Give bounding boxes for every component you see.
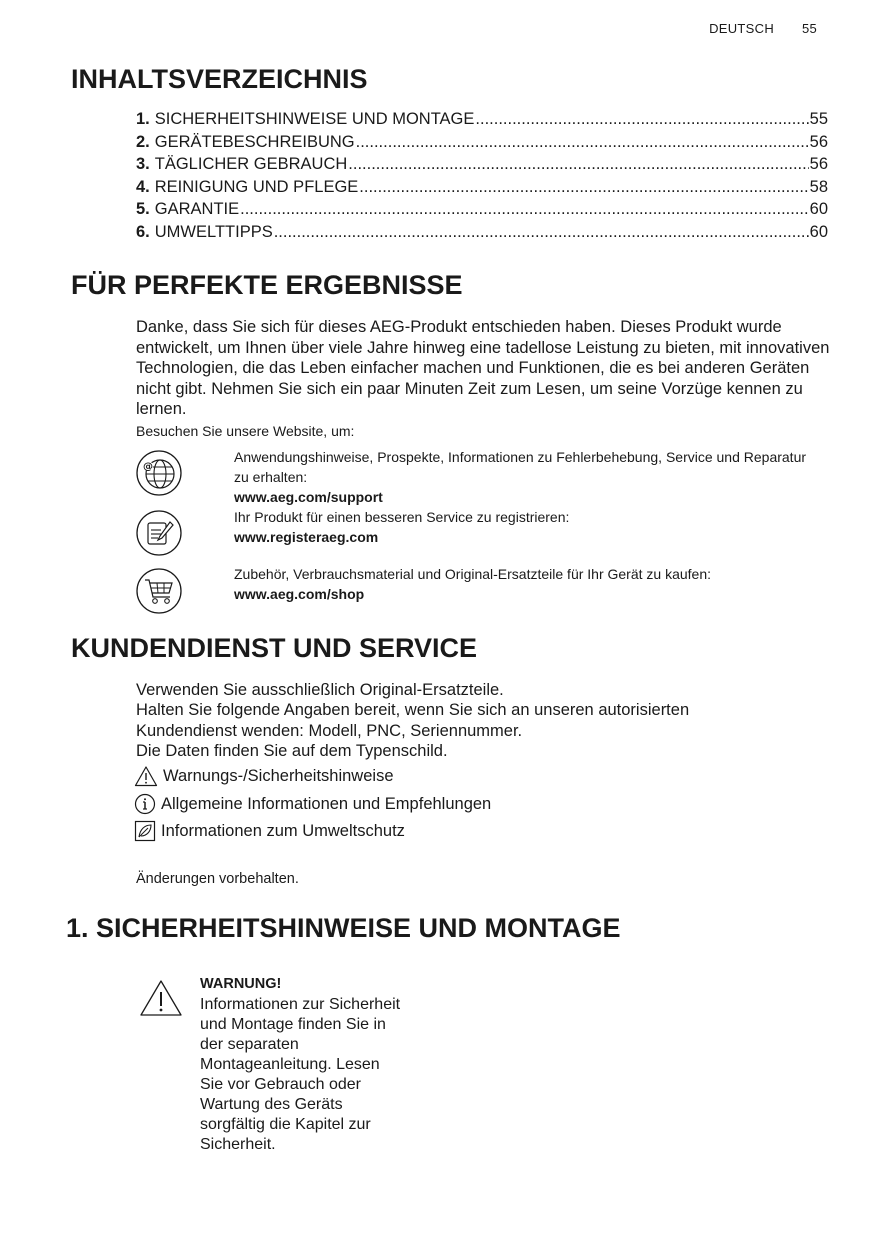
svg-text:@: @ — [143, 461, 153, 473]
support-url[interactable]: www.aeg.com/support — [234, 489, 383, 505]
toc-leader-dots — [359, 178, 808, 197]
toc-title: INHALTSVERZEICHNIS — [71, 64, 368, 94]
legend-warning-label: Warnungs-/Sicherheitshinweise — [163, 766, 394, 785]
toc-entry-number: 2. — [136, 132, 150, 151]
info-icon — [134, 793, 156, 815]
toc-entry[interactable] — [136, 178, 828, 201]
cart-icon — [136, 568, 182, 614]
legend-environment-label: Informationen zum Umweltschutz — [161, 821, 405, 840]
leaf-icon — [134, 820, 156, 842]
header-language: DEUTSCH — [709, 21, 775, 36]
perfect-results-title: FÜR PERFEKTE ERGEBNISSE — [71, 270, 463, 300]
toc-leader-dots — [356, 133, 809, 152]
customer-service-title: KUNDENDIENST UND SERVICE — [71, 633, 478, 663]
toc-entry-label: GARANTIE — [154, 200, 240, 218]
toc-entry-page: 60 — [809, 222, 828, 241]
toc-entry-label: SICHERHEITSHINWEISE UND MONTAGE — [154, 110, 475, 128]
toc-entry[interactable] — [136, 223, 828, 246]
warning-line: sorgfältig die Kapitel zur — [200, 1116, 371, 1133]
legend-warning — [134, 765, 394, 787]
toc-entry-page: 58 — [809, 177, 828, 196]
shop-url[interactable]: www.aeg.com/shop — [234, 586, 365, 602]
service-line: Kundendienst wenden: Modell, PNC, Seriennummer. — [136, 721, 523, 740]
legend-info — [134, 793, 491, 815]
legend-environment — [134, 820, 405, 842]
toc-leader-dots — [475, 110, 808, 129]
toc-leader-dots — [240, 200, 809, 219]
warning-line: und Montage finden Sie in — [200, 1016, 386, 1033]
warning-line: der separaten — [200, 1036, 299, 1053]
customer-service-text — [136, 680, 689, 762]
service-line: Die Daten finden Sie auf dem Typenschild. — [136, 742, 448, 761]
toc-leader-dots — [274, 223, 809, 242]
toc-entry-number: 4. — [136, 177, 150, 196]
toc-leader-dots — [348, 155, 808, 174]
toc-entry-number: 3. — [136, 155, 150, 173]
toc-entry-number: 5. — [136, 200, 150, 218]
warning-icon — [134, 765, 158, 787]
toc-entry-label: GERÄTEBESCHREIBUNG — [154, 132, 355, 151]
register-url[interactable]: www.registeraeg.com — [234, 529, 379, 545]
service-line: Halten Sie folgende Angaben bereit, wenn Sie sich an unseren autorisierten — [136, 701, 690, 720]
toc-entry-label: TÄGLICHER GEBRAUCH — [154, 155, 348, 173]
register-link-block — [234, 507, 824, 547]
toc-entry-label: UMWELTTIPPS — [154, 222, 273, 241]
warning-line: Sie vor Gebrauch oder — [200, 1076, 361, 1093]
warning-line: Montageanleitung. Lesen — [200, 1056, 380, 1073]
warning-line: Wartung des Geräts — [200, 1096, 343, 1113]
table-of-contents — [136, 110, 828, 245]
warning-body — [200, 995, 430, 1155]
toc-entry[interactable] — [136, 110, 828, 133]
toc-entry-label: REINIGUNG UND PFLEGE — [154, 177, 359, 196]
toc-entry-page: 55 — [809, 110, 828, 128]
service-line: Verwenden Sie ausschließlich Original-Ersatzteile. — [136, 681, 504, 699]
toc-entry[interactable] — [136, 200, 828, 223]
toc-entry-page: 56 — [809, 132, 828, 151]
warning-line: Informationen zur Sicherheit — [200, 996, 401, 1013]
toc-entry[interactable] — [136, 133, 828, 156]
visit-website-text: Besuchen Sie unsere Website, um: — [136, 423, 355, 439]
toc-entry-number: 1. — [136, 110, 150, 128]
toc-entry[interactable] — [136, 155, 828, 178]
register-icon — [136, 510, 182, 556]
toc-entry-number: 6. — [136, 222, 150, 241]
page-number: 55 — [801, 21, 817, 36]
globe-icon — [136, 450, 182, 496]
warning-line: Sicherheit. — [200, 1136, 276, 1153]
warning-title: WARNUNG! — [200, 976, 282, 992]
toc-entry-page: 60 — [809, 200, 828, 218]
support-description: Anwendungshinweise, Prospekte, Informationen zu Fehlerbehebung, Service und Reparatur zu erhalten: — [234, 449, 807, 485]
legend-info-label: Allgemeine Informationen und Empfehlungen — [161, 794, 492, 813]
toc-entry-page: 56 — [809, 155, 828, 173]
page-header — [685, 21, 817, 36]
support-link-block — [234, 447, 824, 507]
shop-description: Zubehör, Verbrauchsmaterial und Original-Ersatzteile für Ihr Gerät zu kaufen: — [234, 566, 712, 582]
register-description: Ihr Produkt für einen besseren Service zu registrieren: — [234, 509, 570, 525]
changes-notice: Änderungen vorbehalten. — [136, 871, 299, 887]
intro-paragraph: Danke, dass Sie sich für dieses AEG-Produkt entschieden haben. Dieses Produkt wurde entwickelt, um Ihnen über viele Jahre hinweg eine tadellose Leistung zu bieten, mit innovativen Technologien, die das Leben einfacher machen und Funktionen, die es bei anderen Geräten nicht gibt. Nehmen Sie sich ein paar Minuten Zeit zum Lesen, um seine Vorzüge kennen zu lernen. — [136, 318, 830, 419]
warning-icon — [139, 979, 183, 1017]
shop-link-block — [234, 564, 824, 604]
section-1-title: 1. SICHERHEITSHINWEISE UND MONTAGE — [66, 913, 621, 943]
